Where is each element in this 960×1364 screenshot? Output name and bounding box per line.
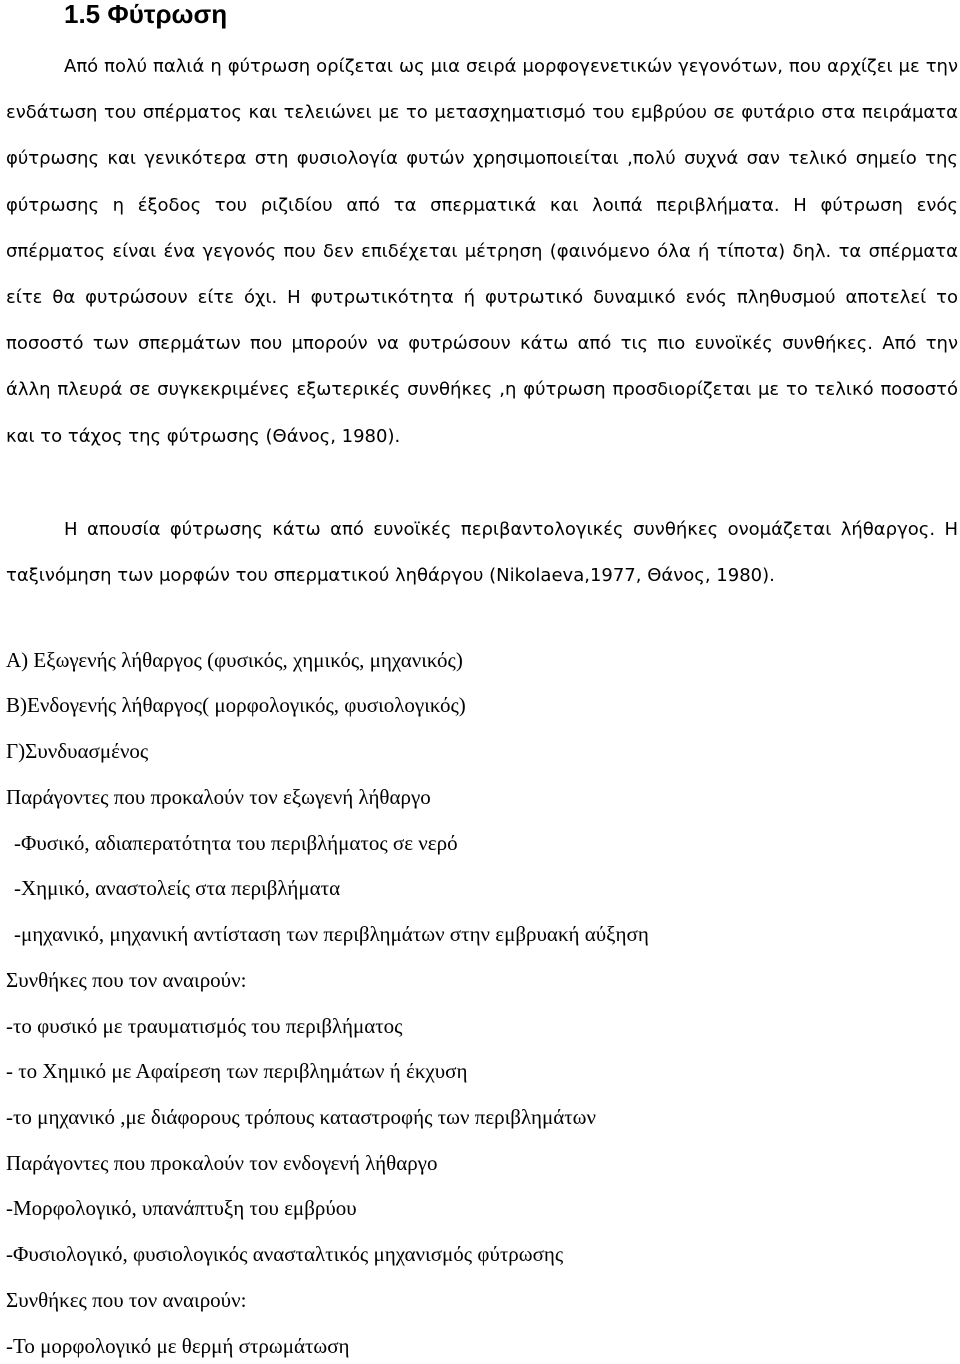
list-item-endogenous-dormancy: Β)Ενδογενής λήθαργος( μορφολογικός, φυσιολογικός)	[6, 693, 466, 717]
subheading-endogenous-remedies: Συνθήκες που τον αναιρούν:	[6, 1288, 247, 1312]
list-item-chemical-factor: -Χημικό, αναστολείς στα περιβλήματα	[14, 876, 341, 900]
list-item-physiological-factor: -Φυσιολογικό, φυσιολογικός ανασταλτικός μηχανισμός φύτρωσης	[6, 1242, 564, 1266]
list-item-combined-dormancy: Γ)Συνδυασμένος	[6, 739, 149, 763]
list-item-mechanical-remedy: -το μηχανικό ,με διάφορους τρόπους καταστροφής των περιβλημάτων	[6, 1105, 596, 1129]
subheading-exogenous-remedies: Συνθήκες που τον αναιρούν:	[6, 968, 247, 992]
list-item-chemical-remedy: - το Χημικό με Αφαίρεση των περιβλημάτων ή έκχυση	[6, 1059, 468, 1083]
list-item-physical-remedy: -το φυσικό με τραυματισμός του περιβλήματος	[6, 1014, 403, 1038]
subheading-endogenous-factors: Παράγοντες που προκαλούν τον ενδογενή λήθαργο	[6, 1151, 438, 1175]
subheading-exogenous-factors: Παράγοντες που προκαλούν τον εξωγενή λήθαργο	[6, 785, 431, 809]
paragraph-dormancy-definition: Η απουσία φύτρωσης κάτω από ευνοϊκές περιβαντολογικές συνθήκες ονομάζεται λήθαργος. Η ταξινόμηση των μορφών του σπερματικού ληθάργου (Nikolaeva,1977, Θάνος, 1980).	[6, 519, 958, 587]
list-item-morphological-factor: -Μορφολογικό, υπανάπτυξη του εμβρύου	[6, 1196, 357, 1220]
list-item-mechanical-factor: -μηχανικό, μηχανική αντίσταση των περιβλημάτων στην εμβρυακή αύξηση	[14, 922, 649, 946]
paragraph-germination-definition: Από πολύ παλιά η φύτρωση ορίζεται ως μια σειρά μορφογενετικών γεγονότων, που αρχίζει με την ενδάτωση του σπέρματος και τελειώνει με το μετασχηματισμό του εμβρύου σε φυτάριο στα πειράματα φύτρωσης και γενικότερα στη φυσιολογία φυτών χρησιμοποιείται ,πολύ συχνά σαν τελικό σημείο της φύτρωσης η έξοδος του ριζιδίου από τα σπερματικά και λοιπά περιβλήματα. Η φύτρωση ενός σπέρματος είναι ένα γεγονός που δεν επιδέχεται μέτρηση (φαινόμενο όλα ή τίποτα) δηλ. τα σπέρματα είτε θα φυτρώσουν είτε όχι. Η φυτρωτικότητα ή φυτρωτικό δυναμικό ενός πληθυσμού αποτελεί το ποσοστό των σπερμάτων που μπορούν να φυτρώσουν κάτω από τις πιο ευνοϊκές συνθήκες. Από την άλλη πλευρά σε συγκεκριμένες εξωτερικές συνθήκες ,η φύτρωση προσδιορίζεται με το τελικό ποσοστό και το τάχος της φύτρωσης (Θάνος, 1980).	[6, 56, 958, 447]
section-heading: 1.5 Φύτρωση	[64, 0, 228, 29]
list-item-exogenous-dormancy: Α) Εξωγενής λήθαργος (φυσικός, χημικός, μηχανικός)	[6, 648, 463, 672]
list-item-morphological-remedy: -Το μορφολογικό με θερμή στρωμάτωση	[6, 1334, 350, 1358]
list-item-physical-factor: -Φυσικό, αδιαπερατότητα του περιβλήματος σε νερό	[14, 831, 458, 855]
